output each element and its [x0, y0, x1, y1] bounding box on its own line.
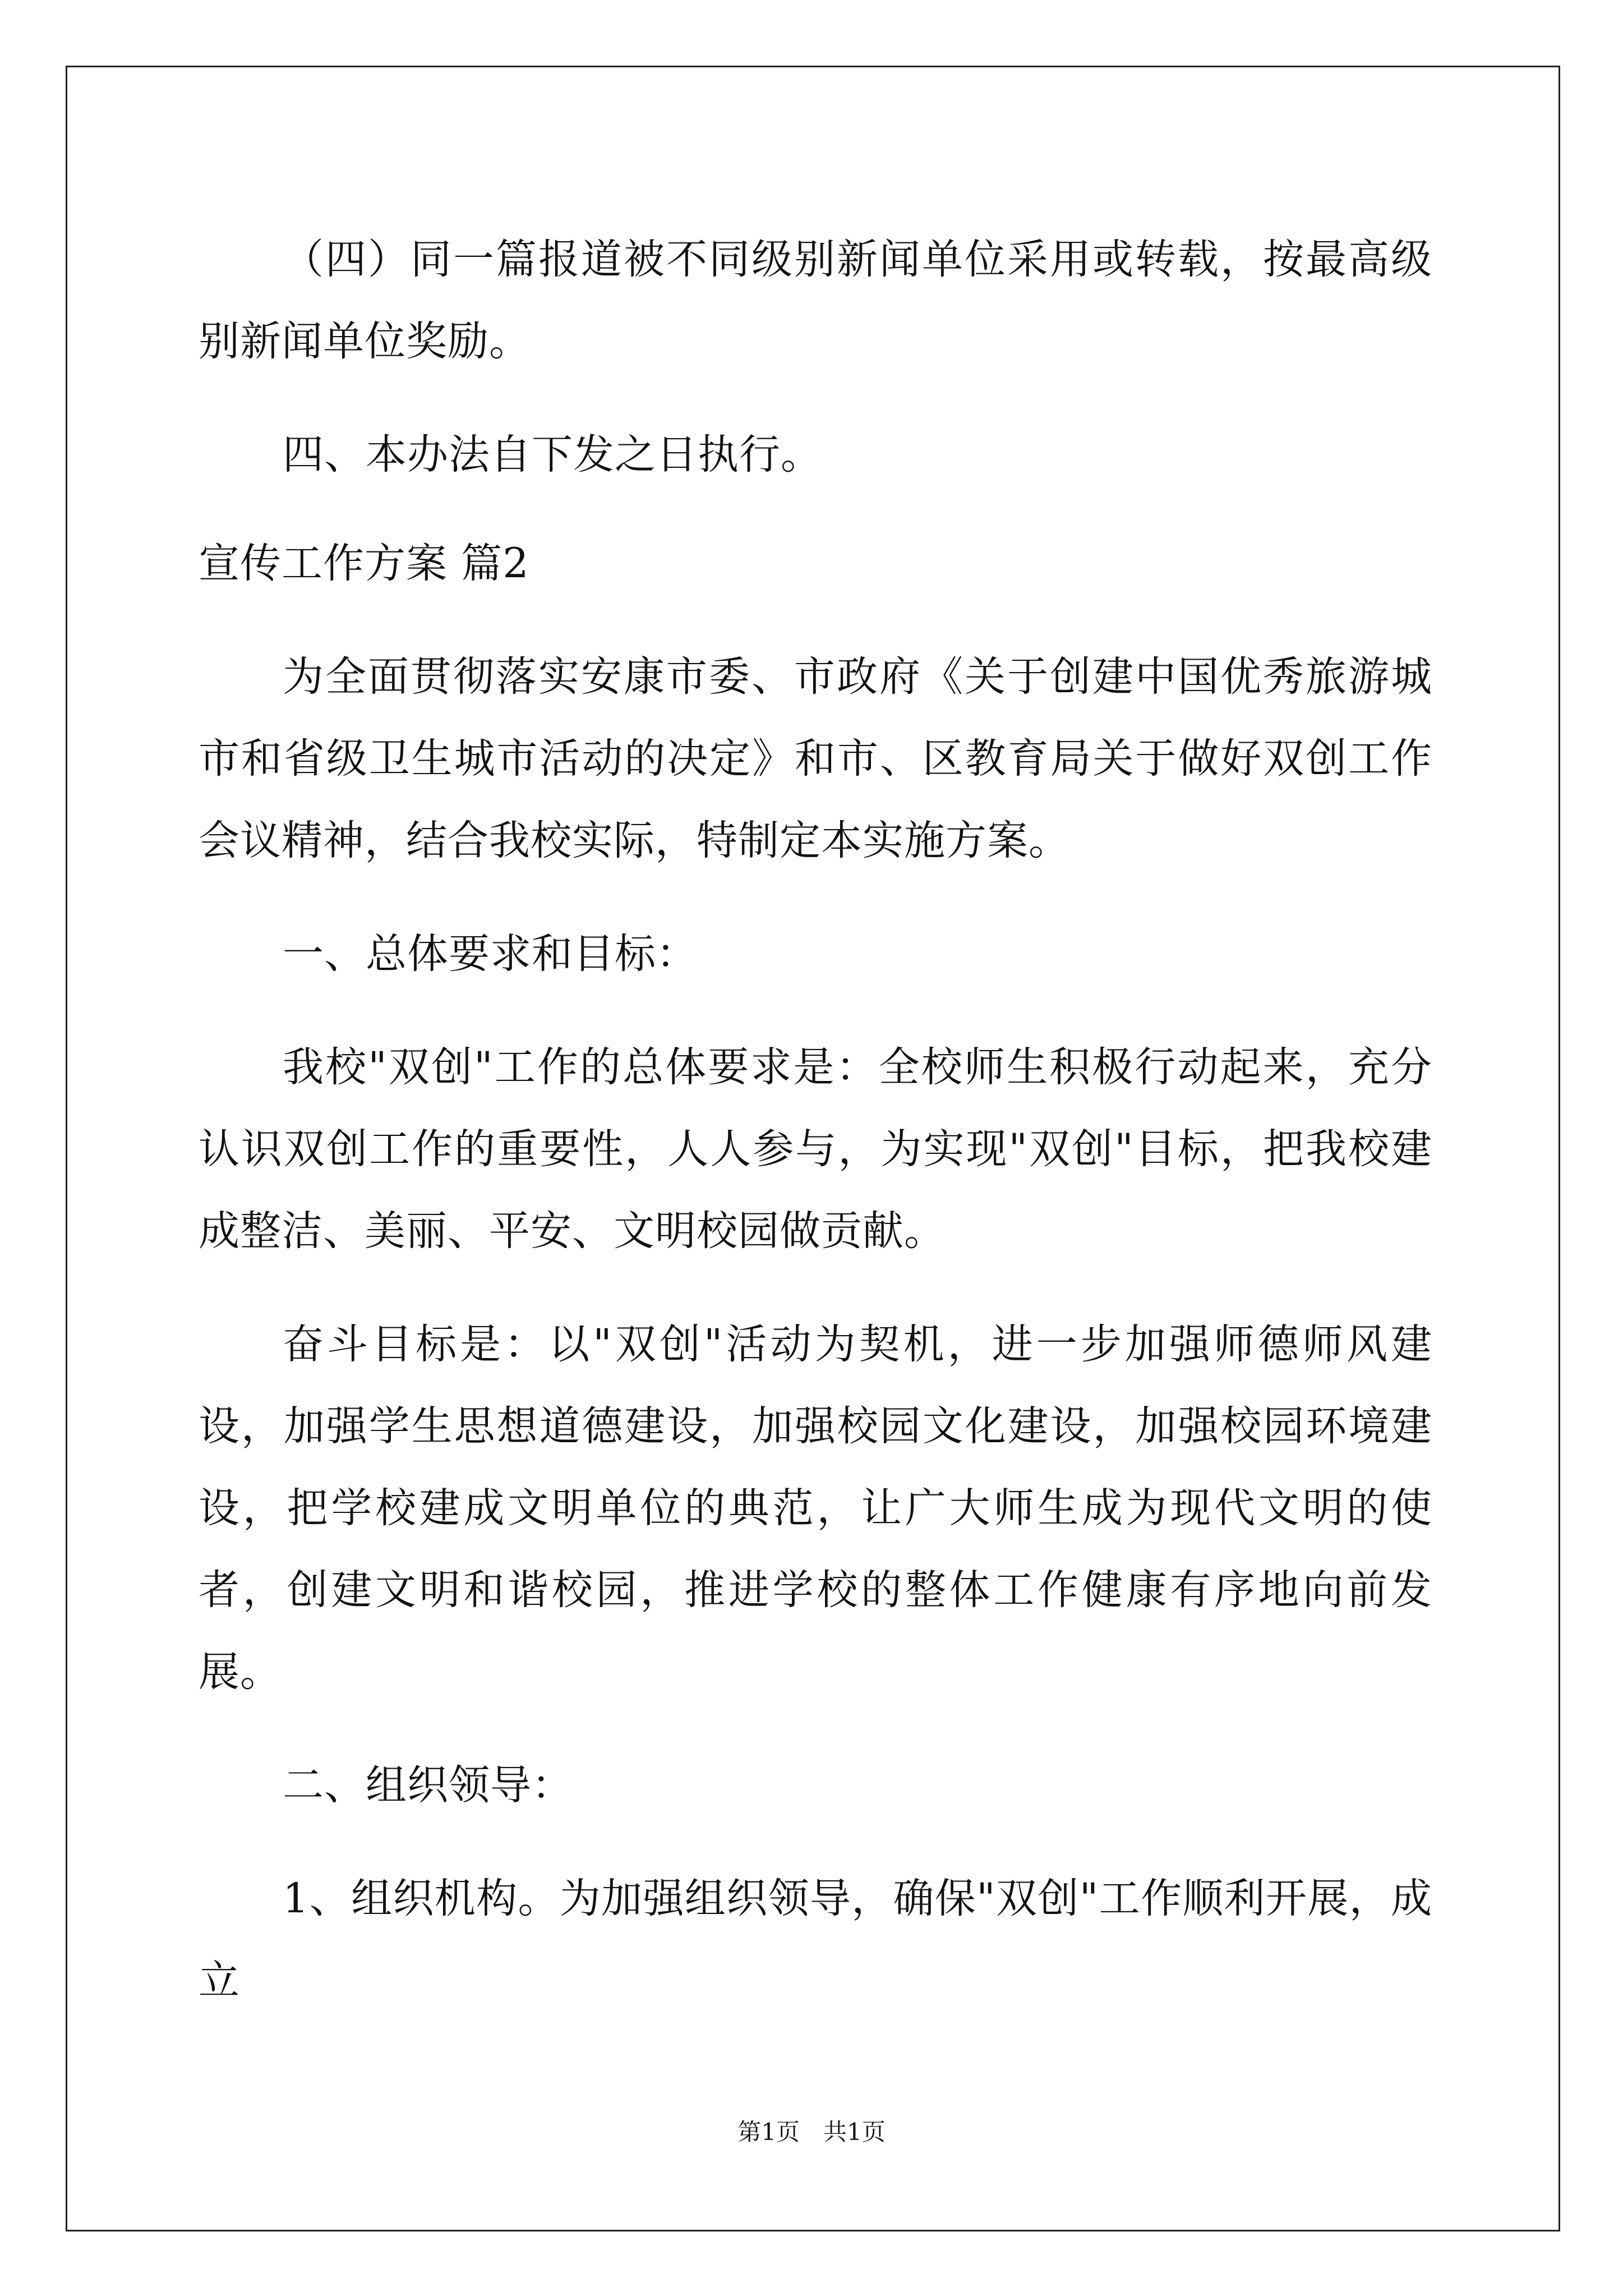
paragraph-organization: 1、组织机构。为加强组织领导，确保"双创"工作顺利开展，成立 [199, 1875, 1432, 2004]
paragraph-intro: 为全面贯彻落实安康市委、市政府《关于创建中国优秀旅游城市和省级卫生城市活动的决定》和市、区教育局关于做好双创工作会议精神，结合我校实际，特制定本实施方案。 [199, 653, 1432, 864]
paragraph-effective-date: 四、本办法自下发之日执行。 [283, 431, 822, 478]
paragraph-requirements: 我校"双创"工作的总体要求是：全校师生积极行动起来，充分认识双创工作的重要性，人人参与，为实现"双创"目标，把我校建成整洁、美丽、平安、文明校园做贡献。 [199, 1043, 1432, 1255]
heading-organization: 二、组织领导： [283, 1761, 573, 1809]
page-number-footer: 第1页 共1页 [737, 2118, 886, 2146]
heading-requirements: 一、总体要求和目标： [283, 930, 698, 978]
document-body [199, 219, 1432, 2022]
section-heading: 宣传工作方案 篇2 [199, 540, 529, 587]
paragraph-goals: 奋斗目标是：以"双创"活动为契机，进一步加强师德师风建设，加强学生思想道德建设，加强校园文化建设，加强校园环境建设，把学校建成文明单位的典范，让广大师生成为现代文明的使者，创建文明和谐校园，推进学校的整体工作健康有序地向前发展。 [199, 1320, 1432, 1696]
paragraph-award-rule: （四）同一篇报道被不同级别新闻单位采用或转载，按最高级别新闻单位奖励。 [199, 236, 1432, 365]
